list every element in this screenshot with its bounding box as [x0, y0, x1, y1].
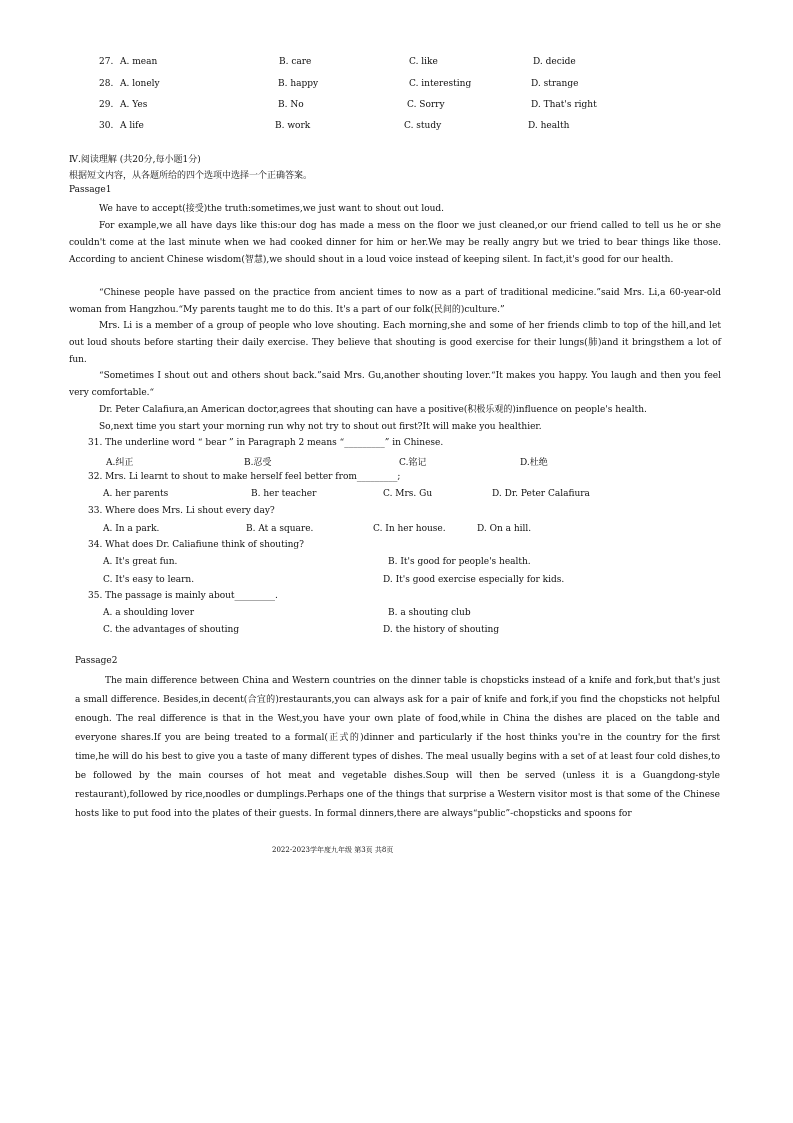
passage1-paragraph-6: Dr. Peter Calafiura,an American doctor,agrees that shouting can have a positive(积极乐观的)influence on people's health.	[99, 405, 647, 415]
question-number: 30.	[99, 121, 114, 131]
option-d: D. That's right	[531, 100, 597, 110]
question-32-option-b: B. her teacher	[251, 489, 317, 499]
mc-question-29	[99, 100, 113, 110]
question-34-option-a: A. It's great fun.	[103, 557, 178, 567]
option-a: A. lonely	[120, 79, 160, 89]
section-heading: Ⅳ.阅读理解 (共20分,每小题1分)	[69, 155, 201, 165]
option-c: C. like	[409, 57, 438, 67]
option-d: D. health	[528, 121, 570, 131]
passage1-paragraph-2: For example,we all have days like this:our dog has made a mess on the floor we just cleaned,or our friend called to tell us he or she couldn't come at the last minute when we had cooked dinner for him or her.We may be really angry but we tried to bear things like those. According to ancient Chinese wisdom(智慧),we should shout in a loud voice instead of keeping silent. In fact,it's good for our health.	[69, 221, 721, 265]
mc-question-30	[99, 121, 113, 131]
question-34-option-b: B. It's good for people's health.	[388, 557, 531, 567]
question-31-option-b: B.忍受	[244, 458, 272, 468]
option-a: A. mean	[120, 57, 158, 67]
passage1-paragraph-7: So,next time you start your morning run why not try to shout out first?It will make you healthier.	[99, 422, 542, 432]
question-32-option-c: C. Mrs. Gu	[383, 489, 433, 499]
passage1-title: Passage1	[69, 185, 112, 195]
question-34-option-c: C. It's easy to learn.	[103, 575, 195, 585]
section-instruction: 根据短文内容，从各题所给的四个选项中选择一个正确答案。	[69, 171, 313, 181]
question-number: 27.	[99, 57, 114, 67]
option-b: B. work	[275, 121, 311, 131]
option-b: B. care	[279, 57, 312, 67]
question-31-option-d: D.杜绝	[520, 458, 548, 468]
passage2-paragraph: The main difference between China and Western countries on the dinner table is chopsticks instead of a knife and fork,but that's just a small difference. Besides,in decent(合宜的)restaurants,you can always ask for a pair of knife and fork,if you find the chopsticks not helpful enough. The real difference is that in the West,you have your own plate of food,while in China the dishes are placed on the table and everyone shares.If you are being treated to a formal(正式的)dinner and particularly if the host thinks you're in the country for the first time,he will do his best to give you a taste of many different types of dishes. The meal usually begins with a set of at least four cold dishes,to be followed by the main courses of hot meat and vegetable dishes.Soup will then be served (unless it is a Guangdong-style restaurant),followed by rice,noodles or dumplings.Perhaps one of the things that surprise a Western visitor most is that some of the Chinese hosts like to put food into the plates of their guests. In formal dinners,there are always“public”-chopsticks and spoons for	[75, 676, 720, 819]
passage1-paragraph-5: “Sometimes I shout out and others shout back.”said Mrs. Gu,another shouting lover.“It makes you happy. You laugh and then you feel very comfortable.“	[69, 371, 721, 398]
question-34-stem: 34. What does Dr. Caliafiune think of shouting?	[88, 540, 304, 550]
passage2-title: Passage2	[75, 656, 118, 666]
passage1-paragraph-1: We have to accept(接受)the truth:sometimes,we just want to shout out loud.	[99, 204, 445, 214]
question-33-option-b: B. At a square.	[246, 524, 314, 534]
passage1-paragraph-4: Mrs. Li is a member of a group of people who love shouting. Each morning,she and some of her friends climb to top of the hill,and let out loud shouts before starting their daily exercise. They believe that shouting is good exercise for their lungs(肺)and it bringsthem a lot of fun.	[69, 321, 721, 365]
question-32-stem: 32. Mrs. Li learnt to shout to make herself feel better from_________;	[88, 472, 401, 482]
question-34-option-d: D. It's good exercise especially for kids.	[383, 575, 565, 585]
option-a: A life	[120, 121, 144, 131]
question-35-option-b: B. a shouting club	[388, 608, 471, 618]
mc-question-27	[99, 57, 113, 67]
question-33-option-d: D. On a hill.	[477, 524, 532, 534]
question-33-option-a: A. In a park.	[103, 524, 160, 534]
question-35-option-a: A. a shoulding lover	[103, 608, 195, 618]
question-number: 29.	[99, 100, 114, 110]
option-c: C. interesting	[409, 79, 472, 89]
question-32-option-d: D. Dr. Peter Calafiura	[492, 489, 590, 499]
option-b: B. No	[278, 100, 304, 110]
option-a: A. Yes	[120, 100, 148, 110]
question-31-option-a: A.纠正	[106, 458, 134, 468]
option-d: D. strange	[531, 79, 579, 89]
question-33-option-c: C. In her house.	[373, 524, 446, 534]
question-35-option-d: D. the history of shouting	[383, 625, 500, 635]
question-32-option-a: A. her parents	[103, 489, 169, 499]
option-d: D. decide	[533, 57, 576, 67]
question-31-option-c: C.铭记	[399, 458, 427, 468]
option-b: B. happy	[278, 79, 319, 89]
question-35-stem: 35. The passage is mainly about_________.	[88, 591, 278, 601]
passage1-paragraph-3: “Chinese people have passed on the practice from ancient times to now as a part of traditional medicine.”said Mrs. Li,a 60-year-old woman from Hangzhou.“My parents taught me to do this. It's a part of our folk(民间的)culture.”	[69, 288, 721, 315]
question-31-stem: 31. The underline word “ bear ” in Paragraph 2 means “_________” in Chinese.	[88, 438, 444, 448]
question-33-stem: 33. Where does Mrs. Li shout every day?	[88, 506, 275, 516]
question-number: 28.	[99, 79, 114, 89]
mc-question-28	[99, 79, 113, 89]
option-c: C. study	[404, 121, 442, 131]
question-35-option-c: C. the advantages of shouting	[103, 625, 240, 635]
option-c: C. Sorry	[407, 100, 445, 110]
page-footer: 2022-2023学年度九年级 第3页 共8页	[272, 846, 394, 854]
